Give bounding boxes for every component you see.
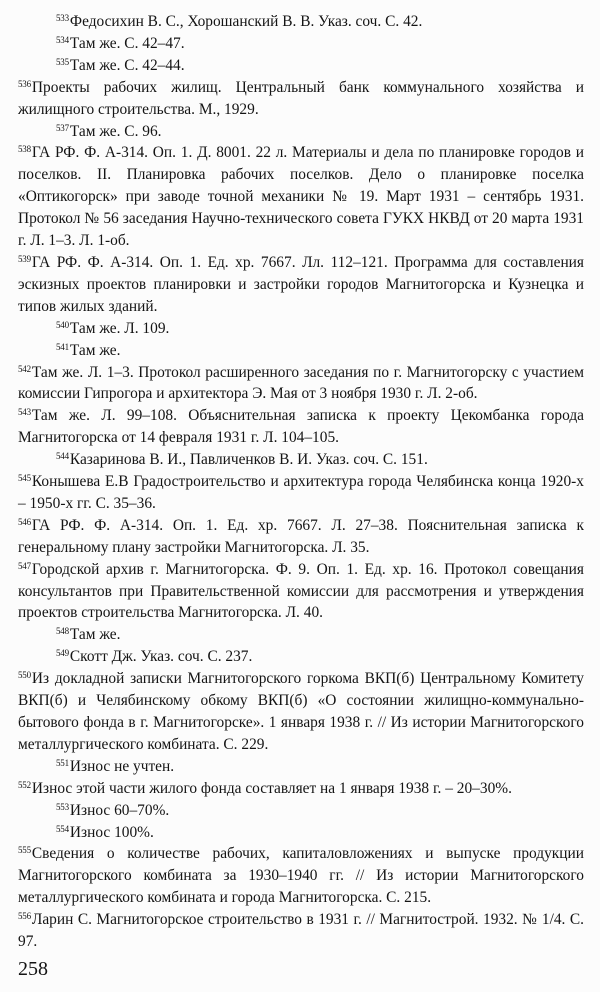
footnote [18, 252, 584, 318]
footnote [18, 33, 584, 55]
footnote-number: 547 [18, 560, 31, 571]
footnote-number: 535 [56, 56, 69, 67]
footnote-number: 555 [18, 845, 31, 856]
footnote-number: 546 [18, 516, 31, 527]
footnote-text: Там же. С. 42–44. [69, 56, 185, 74]
footnote-number: 551 [56, 757, 69, 768]
footnote [18, 559, 584, 625]
footnote-text: Там же. Л. 109. [69, 319, 170, 337]
footnote-text: Там же. С. 42–47. [69, 34, 185, 52]
footnote [18, 405, 584, 449]
footnote-number: 545 [18, 473, 31, 484]
footnote [18, 340, 584, 362]
footnote-text: Сведения о количестве рабочих, капиталовложениях и выпуске продукции Магнитогорского комбината за 1930–1940 гг. // Из истории Магнитогорского металлургического комбината и города Магнитогорска. С. 215. [18, 845, 584, 907]
footnote [18, 471, 584, 515]
footnote [18, 515, 584, 559]
footnote [18, 909, 584, 953]
footnote [18, 121, 584, 143]
footnote [18, 449, 584, 471]
footnote-number: 549 [56, 648, 69, 659]
footnote-number: 542 [18, 363, 31, 374]
footnote-text: Там же. [69, 626, 121, 644]
footnote-text: Там же. С. 96. [69, 122, 162, 140]
footnote [18, 646, 584, 668]
footnote-text: ГА РФ. Ф. А-314. Оп. 1. Ед. хр. 7667. Лл. 112–121. Программа для составления эскизных проектов планировки и застройки городов Магнитогорска и Кузнецка и типов жилых зданий. [18, 253, 584, 315]
footnote-text: Городской архив г. Магнитогорска. Ф. 9. Оп. 1. Ед. хр. 16. Протокол совещания консультантов при Правительственной комиссии для рассмотрения и утверждения проектов строительства Магнитогорска. Л. 40. [18, 560, 584, 622]
footnote [18, 142, 584, 252]
footnote-number: 544 [56, 451, 69, 462]
footnote-number: 543 [18, 407, 31, 418]
footnote-number: 550 [18, 670, 31, 681]
footnote-text: Ларин С. Магнитогорское строительство в 1931 г. // Магнитострой. 1932. № 1/4. С. 97. [18, 911, 584, 951]
footnote [18, 362, 584, 406]
footnote-text: Казаринова В. И., Павличенков В. И. Указ. соч. С. 151. [69, 451, 428, 469]
footnote-text: ГА РФ. Ф. А-314. Оп. 1. Ед. хр. 7667. Л. 27–38. Пояснительная записка к генеральному плану застройки Магнитогорска. Л. 35. [18, 516, 584, 556]
footnote-number: 533 [56, 13, 69, 23]
footnote-text: Там же. Л. 99–108. Объяснительная записка к проекту Цекомбанка города Магнитогорска от 14 февраля 1931 г. Л. 104–105. [18, 407, 584, 447]
footnote-text: Там же. [69, 341, 121, 359]
footnote-number: 554 [56, 823, 69, 834]
footnote-number: 540 [56, 319, 69, 330]
footnote [18, 822, 584, 844]
footnote-number: 552 [18, 779, 31, 790]
footnote-number: 539 [18, 253, 31, 264]
footnote [18, 756, 584, 778]
footnote-text: Конышева Е.В Градостроительство и архитектура города Челябинска конца 1920-х – 1950-х гг. С. 35–36. [18, 473, 584, 512]
page-number: 258 [18, 958, 48, 980]
footnote [18, 668, 584, 756]
footnote [18, 77, 584, 121]
footnote-number: 541 [56, 341, 69, 352]
footnote-number: 534 [56, 34, 69, 45]
footnote [18, 55, 584, 77]
footnote-text: Износ не учтен. [69, 757, 175, 775]
footnote-number: 556 [18, 911, 31, 922]
footnote [18, 11, 584, 33]
footnote-text: Износ 100%. [69, 823, 154, 841]
footnote [18, 778, 584, 800]
footnote-text: Федосихин В. С., Хорошанский В. В. Указ. соч. С. 42. [69, 13, 423, 30]
footnotes-list [18, 11, 584, 953]
footnote-text: ГА РФ. Ф. А-314. Оп. 1. Д. 8001. 22 л. Материалы и дела по планировке городов и поселков. II. Планировка рабочих поселков. Дело о планировке поселка «Оптикогорск» при заводе точной механики № 19. Март 1931 – сентябрь 1931. Протокол № 56 заседания Научно-технического совета ГУКХ НКВД от 20 марта 1931 г. Л. 1–3. Л. 1-об. [18, 144, 584, 250]
footnote [18, 624, 584, 646]
footnote-number: 548 [56, 626, 69, 637]
footnote-number: 537 [56, 122, 69, 133]
footnote-text: Износ этой части жилого фонда составляет на 1 января 1938 г. – 20–30%. [31, 779, 512, 797]
footnote [18, 318, 584, 340]
footnote-text: Износ 60–70%. [69, 801, 170, 819]
footnote-text: Проекты рабочих жилищ. Центральный банк коммунального хозяйства и жилищного строительства. М., 1929. [18, 78, 584, 118]
footnote-number: 536 [18, 78, 31, 89]
footnote-text: Там же. Л. 1–3. Протокол расширенного заседания по г. Магнитогорску с участием комиссии Гипрогора и архитектора Э. Мая от 3 ноября 1930 г. Л. 2-об. [18, 363, 584, 403]
footnote-text: Скотт Дж. Указ. соч. С. 237. [69, 648, 253, 666]
footnote-number: 553 [56, 801, 69, 812]
footnote [18, 800, 584, 822]
footnote [18, 843, 584, 909]
footnote-number: 538 [18, 144, 31, 155]
footnote-text: Из докладной записки Магнитогорского горкома ВКП(б) Центральному Комитету ВКП(б) и Челябинскому обкому ВКП(б) «О состоянии жилищно-коммунально-бытового фонда в г. Магнитогорске». 1 января 1938 г. // Из истории Магнитогорского металлургического комбината. С. 229. [18, 670, 584, 753]
